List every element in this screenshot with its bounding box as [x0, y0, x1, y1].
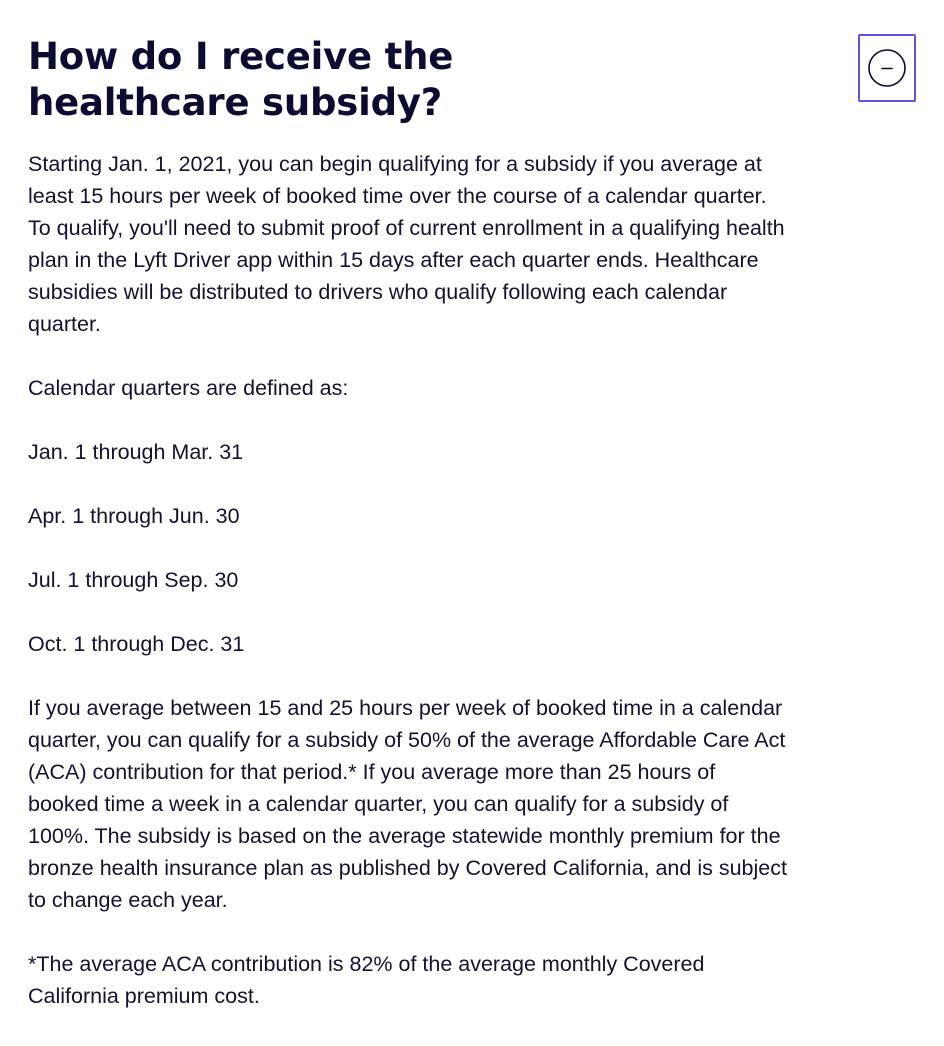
- answer-paragraph-quarters-heading: Calendar quarters are defined as:: [28, 376, 349, 400]
- answer-paragraph-intro: Starting Jan. 1, 2021, you can begin qualifying for a subsidy if you average at least 15 hours per week of booked time over the course of a calendar quarter. To qualify, you'll need to submit proof of current enrollment in a qualifying health plan in the Lyft Driver app within 15 days after each quarter ends. Healthcare subsidies will be distributed to drivers who qualify following each calendar quarter.: [28, 152, 785, 336]
- faq-question-title: How do I receive the healthcare subsidy?: [28, 35, 454, 124]
- answer-paragraph-subsidy-details: If you average between 15 and 25 hours per week of booked time in a calendar quarter, you can qualify for a subsidy of 50% of the average Affordable Care Act (ACA) contribution for that period.* If you average more than 25 hours of booked time a week in a calendar quarter, you can qualify for a subsidy of 100%. The subsidy is based on the average statewide monthly premium for the bronze health insurance plan as published by Covered California, and is subject to change each year.: [28, 696, 787, 912]
- collapse-answer-button[interactable]: [858, 34, 916, 102]
- quarter-item-q1: Jan. 1 through Mar. 31: [28, 440, 244, 464]
- faq-panel: [28, 34, 828, 1012]
- faq-answer-body: [28, 148, 788, 1012]
- quarter-item-q3: Jul. 1 through Sep. 30: [28, 568, 239, 592]
- quarter-item-q2: Apr. 1 through Jun. 30: [28, 504, 240, 528]
- quarter-item-q4: Oct. 1 through Dec. 31: [28, 632, 245, 656]
- answer-footnote: *The average ACA contribution is 82% of the average monthly Covered California premium cost.: [28, 952, 705, 1008]
- minus-circle-icon: [867, 48, 907, 88]
